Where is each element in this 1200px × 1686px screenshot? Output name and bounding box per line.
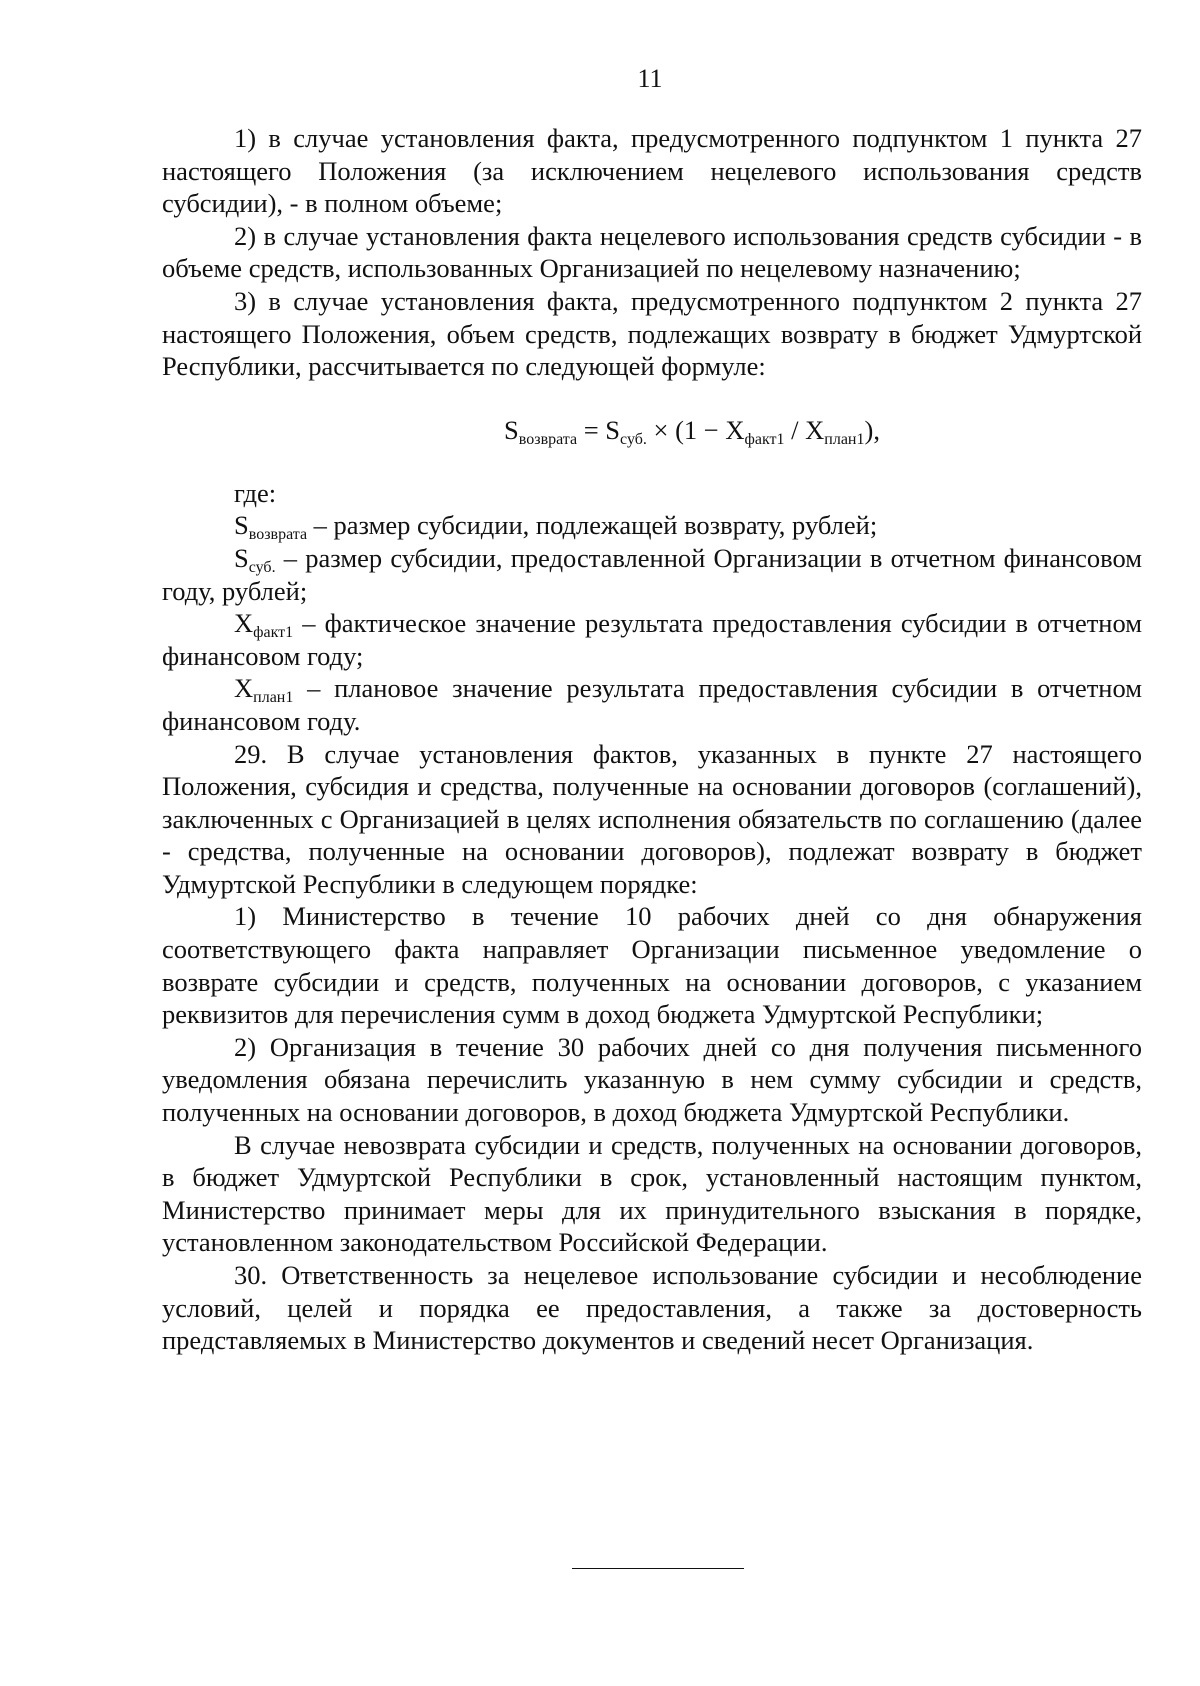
document-body <box>162 122 1142 1357</box>
paragraph-subitem-2: 2) в случае установления факта нецелевого использования средств субсидии - в объеме средств, использованных Организацией по нецелевому назначению; <box>162 220 1142 284</box>
formula-equals: = <box>577 414 606 445</box>
formula-close: ), <box>864 414 880 445</box>
end-divider-line <box>572 1568 744 1569</box>
formula-times-open: × (1 − <box>646 414 726 445</box>
definition-symbol: X <box>234 673 254 704</box>
definition-subscript: суб. <box>248 558 276 576</box>
formula-s-return: S <box>504 414 519 445</box>
definition-text: – размер субсидии, предоставленной Организации в отчетном финансовом году, рублей; <box>162 542 1142 606</box>
formula-x-fact: X <box>725 414 745 445</box>
definition-text: – размер субсидии, подлежащей возврату, рублей; <box>307 510 878 541</box>
definition-symbol: S <box>234 542 249 573</box>
paragraph-29-nonreturn: В случае невозврата субсидии и средств, полученных на основании договоров, в бюджет Удмуртской Республики в срок, установленный настоящим пунктом, Министерство принимает меры для их принудительного взыскания в порядке, установленном законодательством Российской Федерации. <box>162 1129 1142 1258</box>
formula-x-plan: X <box>805 414 825 445</box>
formula-x-plan-subscript: план1 <box>824 430 865 448</box>
paragraph-29: 29. В случае установления фактов, указанных в пункте 27 настоящего Положения, субсидия и средства, полученные на основании договоров (соглашений), заключенных с Организацией в целях исполнения обязательств по соглашению (далее - средства, полученные на основании договоров), подлежат возврату в бюджет Удмуртской Республики в следующем порядке: <box>162 738 1142 899</box>
paragraph-subitem-3: 3) в случае установления факта, предусмотренного подпунктом 2 пункта 27 настоящего Положения, объем средств, подлежащих возврату в бюджет Удмуртской Республики, рассчитывается по следующей формуле: <box>162 285 1142 382</box>
definition-s-subsidy <box>162 542 1142 607</box>
paragraph-subitem-1: 1) в случае установления факта, предусмотренного подпунктом 1 пункта 27 настоящего Положения (за исключением нецелевого использования средств субсидии), - в полном объеме; <box>162 123 1142 219</box>
definition-text: – фактическое значение результата предоставления субсидии в отчетном финансовом году; <box>162 608 1142 671</box>
paragraph-30: 30. Ответственность за нецелевое использование субсидии и несоблюдение условий, целей и порядка ее предоставления, а также за достоверность представляемых в Министерство документов и сведений несет Организация. <box>162 1260 1142 1356</box>
where-label: где: <box>234 477 277 508</box>
formula-x-fact-subscript: факт1 <box>744 430 785 448</box>
refund-formula <box>162 413 1142 447</box>
formula-s-subsidy-subscript: суб. <box>620 430 647 448</box>
definition-subscript: факт1 <box>253 624 294 642</box>
definition-x-plan <box>162 672 1142 737</box>
formula-slash: / <box>784 414 806 445</box>
paragraph-29-subitem-2: 2) Организация в течение 30 рабочих дней со дня получения письменного уведомления обязана перечислить указанную в нем сумму субсидии и средств, полученных на основании договоров, в доход бюджета Удмуртской Республики. <box>162 1031 1142 1128</box>
paragraph-29-subitem-1: 1) Министерство в течение 10 рабочих дней со дня обнаружения соответствующего факта направляет Организации письменное уведомление о возврате субсидии и средств, полученных на основании договоров, с указанием реквизитов для перечисления сумм в доход бюджета Удмуртской Республики; <box>162 901 1142 1030</box>
page-number: 11 <box>637 64 663 93</box>
definition-text: – плановое значение результата предоставления субсидии в отчетном финансовом году. <box>162 673 1142 736</box>
definition-s-return <box>162 509 1142 542</box>
formula-s-subsidy: S <box>605 414 621 445</box>
definition-x-fact <box>162 607 1142 672</box>
formula-s-return-subscript: возврата <box>518 430 578 448</box>
definition-subscript: возврата <box>248 526 308 544</box>
definition-symbol: X <box>234 608 254 639</box>
definition-symbol: S <box>234 510 249 541</box>
definition-subscript: план1 <box>253 689 294 707</box>
